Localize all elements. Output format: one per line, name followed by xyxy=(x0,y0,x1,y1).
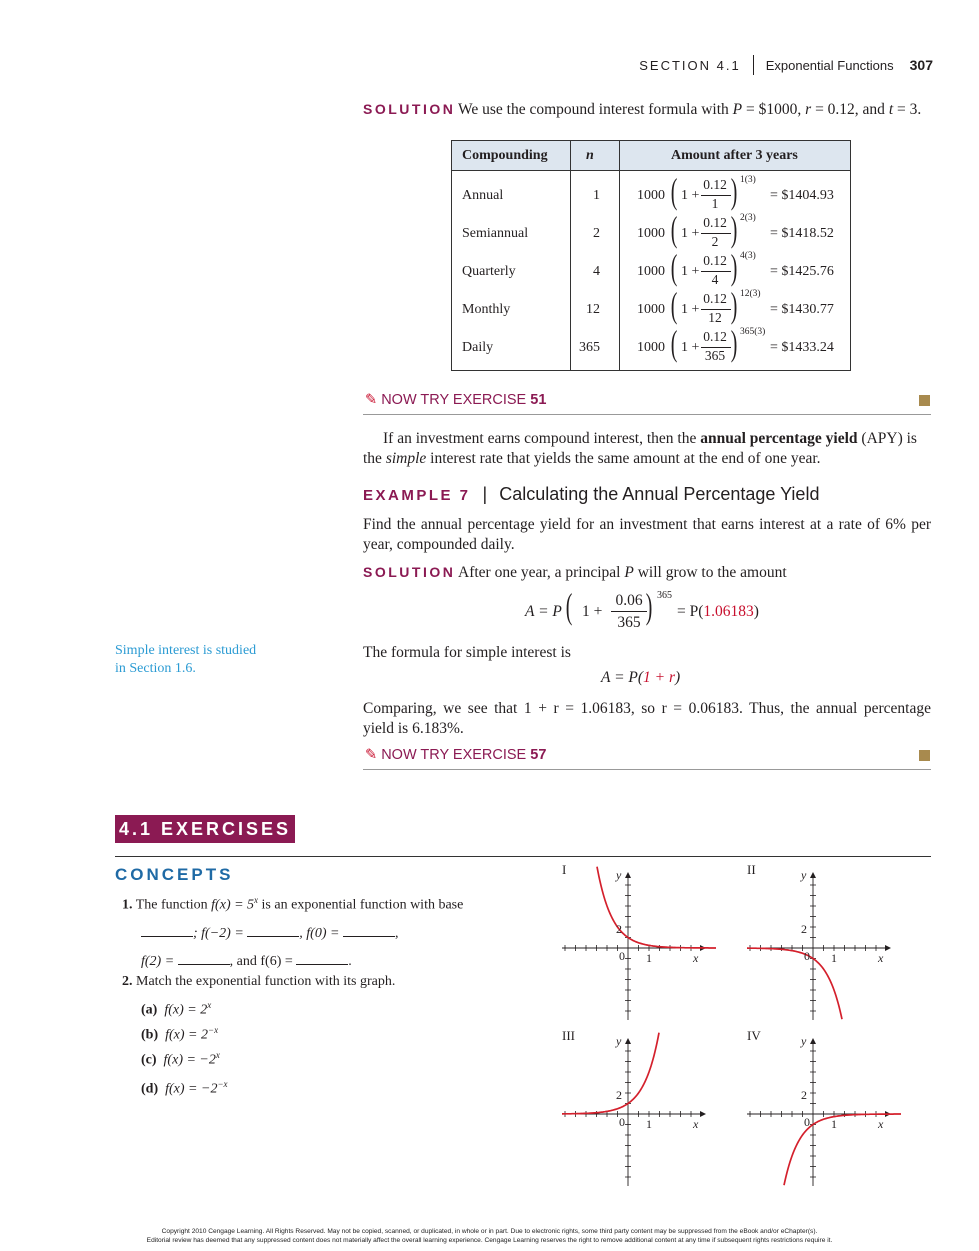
simple-interest-equation: A = P(1 + r) xyxy=(601,669,681,686)
exercise-2-option: (c) $f(x) = -2^x$ xyxy=(141,1050,220,1068)
n-cell: 2 xyxy=(593,226,600,241)
section-title: Exponential Functions xyxy=(765,57,894,73)
x-axis-label: x xyxy=(878,951,884,965)
exponent-cell: 1(3) xyxy=(740,175,756,185)
graph-roman-label: I xyxy=(562,862,567,877)
apy-paragraph: If an investment earns compound interest, then the annual percentage yield (APY) is the simple interest rate that yields the same amount at the end of one year. xyxy=(363,430,917,467)
margin-note[interactable]: Simple interest is studied in Section 1.6. xyxy=(115,643,257,676)
graph-svg xyxy=(745,1028,925,1188)
compounding-cell: Annual xyxy=(462,188,504,203)
solution-2-text: After one year, a principal P will grow to the amount xyxy=(458,564,787,581)
result-cell: = $1430.77 xyxy=(770,302,834,317)
example-7-problem: Find the annual percentage yield for an investment that earns interest at a rate of 6% per year, compounded daily. xyxy=(363,516,931,553)
result-cell: = $1425.76 xyxy=(770,264,834,279)
copyright-footer: Copyright 2010 Cengage Learning. All Rights Reserved. May not be copied, scanned, or duplicated, in whole or in part. Due to electronic rights, some third party content may be suppressed from the eBook and/or eChapter(s). Editorial review has deemed that any suppressed content does not materially affect the overall learning experience. Cengage Learning reserves the right to remove additional content at any time if subsequent rights restrictions require it. xyxy=(146,1228,833,1244)
exercise-1: 1. The function $f(x) = 5^x$ is an exponential function with base ; f(−2) = , f(0) = , f(2) = , and f(6) = . xyxy=(122,895,464,969)
n-cell: 4 xyxy=(593,264,600,279)
base-cell: 1000 xyxy=(637,302,665,317)
compounding-cell: Monthly xyxy=(462,302,511,317)
origin-label: 0 xyxy=(804,949,810,963)
header-divider xyxy=(753,55,754,75)
fraction-denominator: 12 xyxy=(708,310,722,325)
example-7-heading: EXAMPLE 7 | Calculating the Annual Percentage Yield xyxy=(363,484,820,504)
graph-roman-label: II xyxy=(747,862,756,877)
fraction-numerator: 0.12 xyxy=(703,253,727,268)
now-try-exercise-51[interactable]: ✎ NOW TRY EXERCISE 51 xyxy=(365,392,547,408)
fraction-numerator: 0.12 xyxy=(703,291,727,306)
exponential-graph xyxy=(560,862,740,1022)
graph-svg xyxy=(560,862,740,1022)
exponent-cell: 2(3) xyxy=(740,213,756,223)
exercise-2-option: (b) $f(x) = 2^{-x}$ xyxy=(141,1025,219,1043)
exercises-banner: 4.1 EXERCISES xyxy=(115,815,295,843)
exponential-curve xyxy=(562,1033,659,1114)
y-axis-label: y xyxy=(801,868,807,882)
exponent-cell: 12(3) xyxy=(740,289,761,299)
example-title: Calculating the Annual Percentage Yield xyxy=(499,484,820,504)
fraction-denominator: 365 xyxy=(704,348,726,363)
fraction-numerator: 0.12 xyxy=(703,329,727,344)
apy-equation: A = P ( 1 + 0.06 365 ) 365 = P(1.06183) xyxy=(525,586,759,631)
n-cell: 365 xyxy=(579,340,600,355)
comparison-paragraph: Comparing, we see that 1 + r = 1.06183, so r = 0.06183. Thus, the annual percentage yield is 6.183%. xyxy=(363,700,931,737)
one-plus-cell: 1 + xyxy=(681,226,700,241)
fraction-denominator: 1 xyxy=(711,196,719,211)
column-header-compounding: Compounding xyxy=(462,148,548,163)
x-axis-arrow-icon xyxy=(700,1111,706,1117)
base-cell: 1000 xyxy=(637,264,665,279)
exercise-2-option: (d) $f(x) = -2^{-x}$ xyxy=(141,1079,228,1097)
y-axis-arrow-icon xyxy=(810,1038,816,1044)
y-axis-label: y xyxy=(616,1034,622,1048)
pencil-icon: ✎ xyxy=(365,392,378,408)
exercise-2: 2. Match the exponential function with its graph. xyxy=(122,974,396,989)
compound-interest-table: Compounding n Amount after 3 years Annual 1 1000 ( 1 + 0.12 1 ) 1(3) = $1404.93 Semiannual 2 1000 ( 1 + 0.12 2 ) 2(3) = $1418.52 Quarterly 4 1000 ( 1 + 0.12 4 ) 4(3) = $1425.76 Monthly 12 1000 ( 1 + 0.12 12 ) 12(3) = $1430.77 Daily 365 1000 ( 1 + 0.12 365 ) 365(3) = $1433.24 xyxy=(451,140,851,371)
fraction-numerator: 0.12 xyxy=(703,215,727,230)
one-plus-cell: 1 + xyxy=(681,340,700,355)
base-cell: 1000 xyxy=(637,340,665,355)
solution-label-2: SOLUTION xyxy=(363,564,456,580)
y-tick-label: 2 xyxy=(616,1088,622,1102)
one-plus-cell: 1 + xyxy=(681,188,700,203)
exponential-curve xyxy=(597,867,716,948)
solution-text: We use the compound interest formula with P = $1000, r = 0.12, and t = 3. xyxy=(458,101,922,118)
one-plus-cell: 1 + xyxy=(681,264,700,279)
x-axis-label: x xyxy=(693,1117,699,1131)
end-of-example-square-icon xyxy=(919,395,930,406)
result-cell: = $1404.93 xyxy=(770,188,834,203)
compounding-cell: Quarterly xyxy=(462,264,516,279)
compounding-cell: Semiannual xyxy=(462,226,529,241)
fraction-denominator: 2 xyxy=(711,234,719,249)
x-tick-label: 1 xyxy=(831,1117,837,1131)
compounding-cell: Daily xyxy=(462,340,494,355)
graph-roman-label: III xyxy=(562,1028,575,1043)
column-header-amount: Amount after 3 years xyxy=(671,148,798,163)
page-number: 307 xyxy=(909,57,933,73)
graph-svg xyxy=(745,862,925,1022)
end-of-example-square-icon xyxy=(919,750,930,761)
base-cell: 1000 xyxy=(637,226,665,241)
concepts-heading: CONCEPTS xyxy=(115,865,234,884)
origin-label: 0 xyxy=(619,949,625,963)
y-axis-label: y xyxy=(616,868,622,882)
exponent-cell: 4(3) xyxy=(740,251,756,261)
column-header-n: n xyxy=(586,148,594,163)
exponential-graph xyxy=(560,1028,740,1188)
origin-label: 0 xyxy=(804,1115,810,1129)
x-axis-label: x xyxy=(878,1117,884,1131)
one-plus-cell: 1 + xyxy=(681,302,700,317)
n-cell: 12 xyxy=(586,302,600,317)
graph-roman-label: IV xyxy=(747,1028,761,1043)
simple-interest-text: The formula for simple interest is xyxy=(363,644,571,661)
exponent-cell: 365(3) xyxy=(740,327,766,337)
x-axis-arrow-icon xyxy=(885,945,891,951)
pencil-icon: ✎ xyxy=(365,747,378,763)
base-cell: 1000 xyxy=(637,188,665,203)
y-tick-label: 2 xyxy=(801,922,807,936)
page-header xyxy=(639,55,933,75)
graph-svg xyxy=(560,1028,740,1188)
exponential-graph xyxy=(745,1028,925,1188)
exponential-graph xyxy=(745,862,925,1022)
x-tick-label: 1 xyxy=(831,951,837,965)
x-tick-label: 1 xyxy=(646,951,652,965)
now-try-exercise-57[interactable]: ✎ NOW TRY EXERCISE 57 xyxy=(365,747,547,763)
exponential-curve xyxy=(784,1114,901,1185)
x-tick-label: 1 xyxy=(646,1117,652,1131)
exponential-curve xyxy=(747,948,842,1019)
y-tick-label: 2 xyxy=(616,922,622,936)
result-cell: = $1418.52 xyxy=(770,226,834,241)
y-axis-label: y xyxy=(801,1034,807,1048)
y-axis-arrow-icon xyxy=(810,872,816,878)
result-cell: = $1433.24 xyxy=(770,340,834,355)
y-axis-arrow-icon xyxy=(625,1038,631,1044)
fraction-denominator: 4 xyxy=(711,272,719,287)
y-tick-label: 2 xyxy=(801,1088,807,1102)
exercise-2-option: (a) $f(x) = 2^x$ xyxy=(141,1000,212,1018)
x-axis-label: x xyxy=(693,951,699,965)
fraction-numerator: 0.12 xyxy=(703,177,727,192)
n-cell: 1 xyxy=(593,188,600,203)
solution-label: SOLUTION xyxy=(363,101,456,117)
y-axis-arrow-icon xyxy=(625,872,631,878)
origin-label: 0 xyxy=(619,1115,625,1129)
section-number: SECTION 4.1 xyxy=(639,57,741,73)
